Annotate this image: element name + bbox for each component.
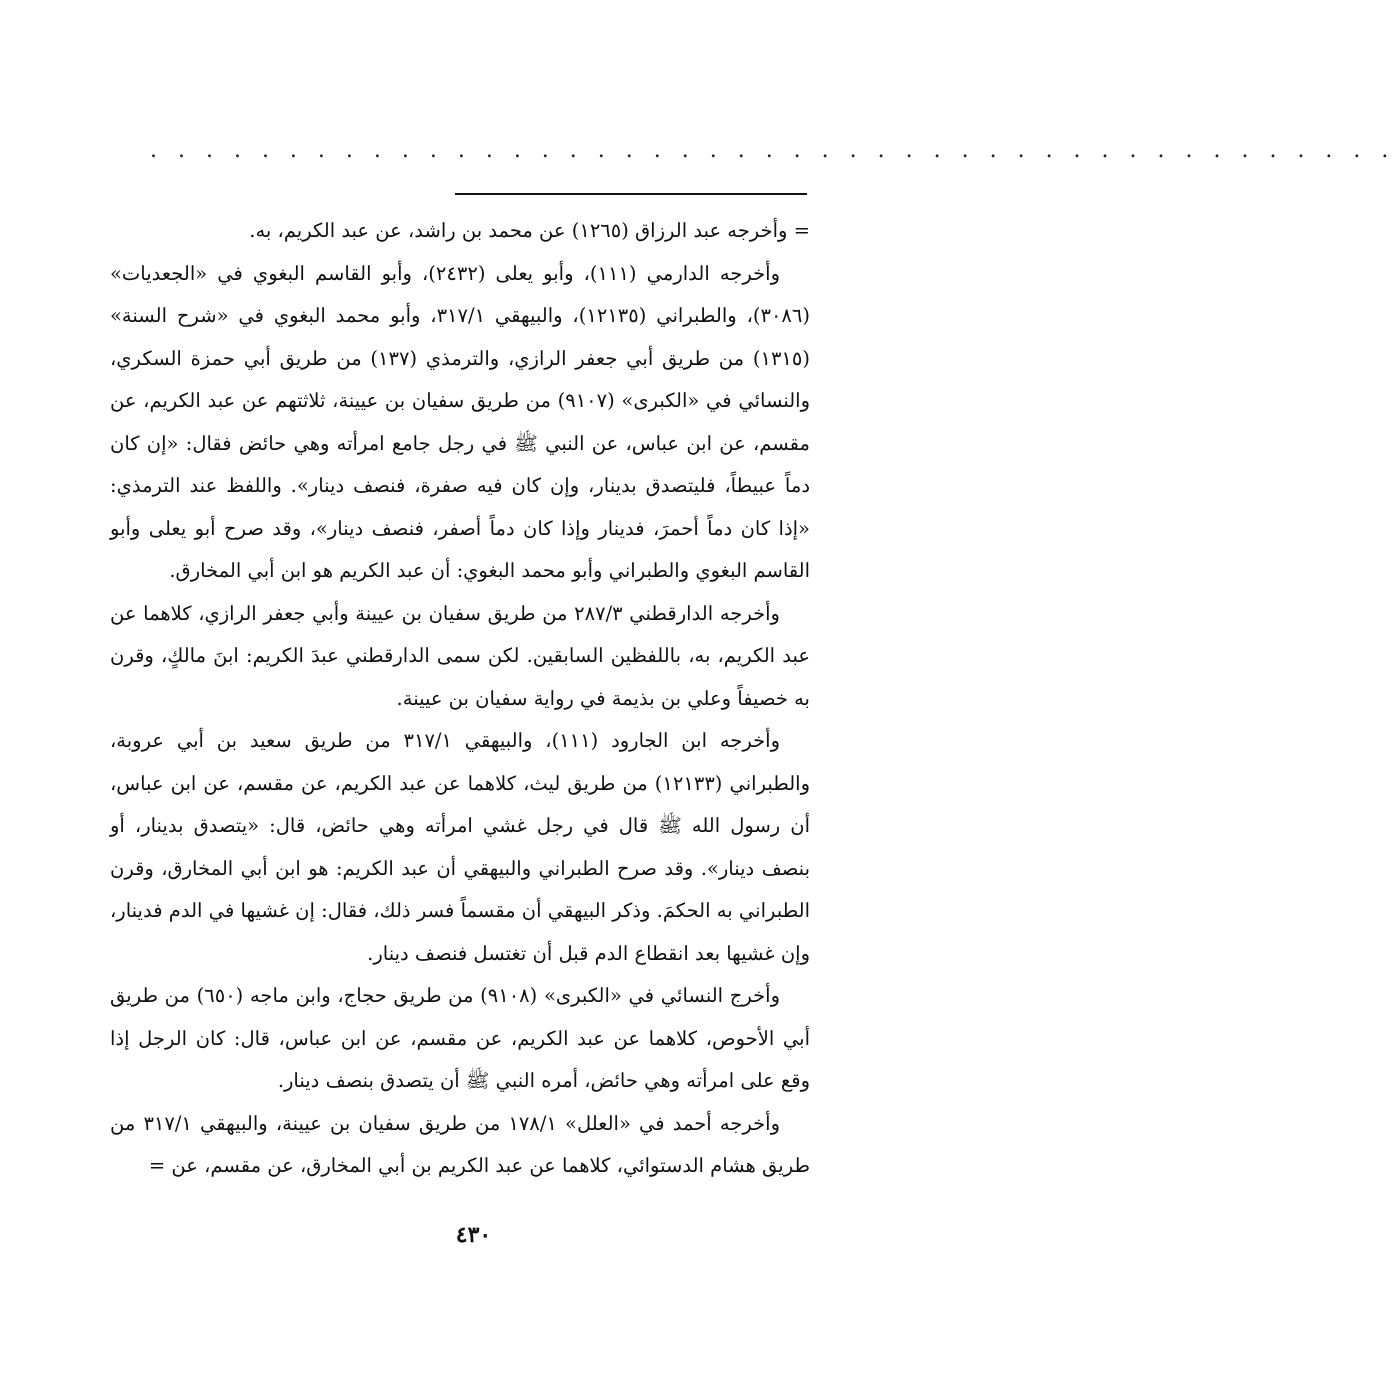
paragraph-continuation: = وأخرجه عبد الرزاق (١٢٦٥) عن محمد بن راشد، عن عبد الكريم، به. <box>249 219 810 242</box>
paragraph: وأخرجه أحمد في «العلل» ١٧٨/١ من طريق سفيان بن عيينة، والبيهقي ٣١٧/١ من طريق هشام الدستوائي، كلاهما عن عبد الكريم بن أبي المخارق، عن مقسم، عن = <box>110 1111 810 1177</box>
footnote-rule <box>455 193 807 195</box>
dotted-separator: . . . . . . . . . . . . . . . . . . . . . . . . . . . . . . . . . . . . . . . . . . . . . <box>150 138 1395 163</box>
page-number: ٤٣٠ <box>455 1222 492 1248</box>
paragraph: وأخرجه الدارمي (١١١)، وأبو يعلى (٢٤٣٢)، وأبو القاسم البغوي في «الجعديات» (٣٠٨٦)، والطبراني (١٢١٣٥)، والبيهقي ٣١٧/١، وأبو محمد البغوي في «شرح السنة» (١٣١٥) من طريق أبي جعفر الرازي، والترمذي (١٣٧) من طريق أبي حمزة السكري، والنسائي في «الكبرى» (٩١٠٧) من طريق سفيان بن عيينة، ثلاثتهم عن عبد الكريم، عن مقسم، عن ابن عباس، عن النبي ﷺ في رجل جامع امرأته وهي حائض فقال: «إن كان دماً عبيطاً، فليتصدق بدينار، وإن كان فيه صفرة، فنصف دينار». واللفظ عند الترمذي: «إذا كان دماً أحمرَ، فدينار وإذا كان دماً أصفر، فنصف دينار»، وقد صرح أبو يعلى وأبو القاسم البغوي والطبراني وأبو محمد البغوي: أن عبد الكريم هو ابن أبي المخارق. <box>110 261 810 582</box>
paragraph: وأخرج النسائي في «الكبرى» (٩١٠٨) من طريق حجاج، وابن ماجه (٦٥٠) من طريق أبي الأحوص، كلاهما عن عبد الكريم، عن مقسم، عن ابن عباس، قال: كان الرجل إذا وقع على امرأته وهي حائض، أمره النبي ﷺ أن يتصدق بنصف دينار. <box>110 984 810 1092</box>
paragraph: وأخرجه الدارقطني ٢٨٧/٣ من طريق سفيان بن عيينة وأبي جعفر الرازي، كلاهما عن عبد الكريم، به، باللفظين السابقين. لكن سمى الدارقطني عبدَ الكريم: ابنَ مالكٍ، وقرن به خصيفاً وعلي بن بذيمة في رواية سفيان بن عيينة. <box>110 601 810 710</box>
footnote-text <box>110 210 810 1188</box>
paragraph: وأخرجه ابن الجارود (١١١)، والبيهقي ٣١٧/١ من طريق سعيد بن أبي عروبة، والطبراني (١٢١٣٣) من طريق ليث، كلاهما عن عبد الكريم، عن مقسم، عن ابن عباس، أن رسول الله ﷺ قال في رجل غشي امرأته وهي حائض، قال: «يتصدق بدينار، أو بنصف دينار». وقد صرح الطبراني والبيهقي أن عبد الكريم: هو ابن أبي المخارق، وقرن الطبراني به الحكمَ. وذكر البيهقي أن مقسماً فسر ذلك، فقال: إن غشيها في الدم فدينار، وإن غشيها بعد انقطاع الدم قبل أن تغتسل فنصف دينار. <box>110 729 810 965</box>
